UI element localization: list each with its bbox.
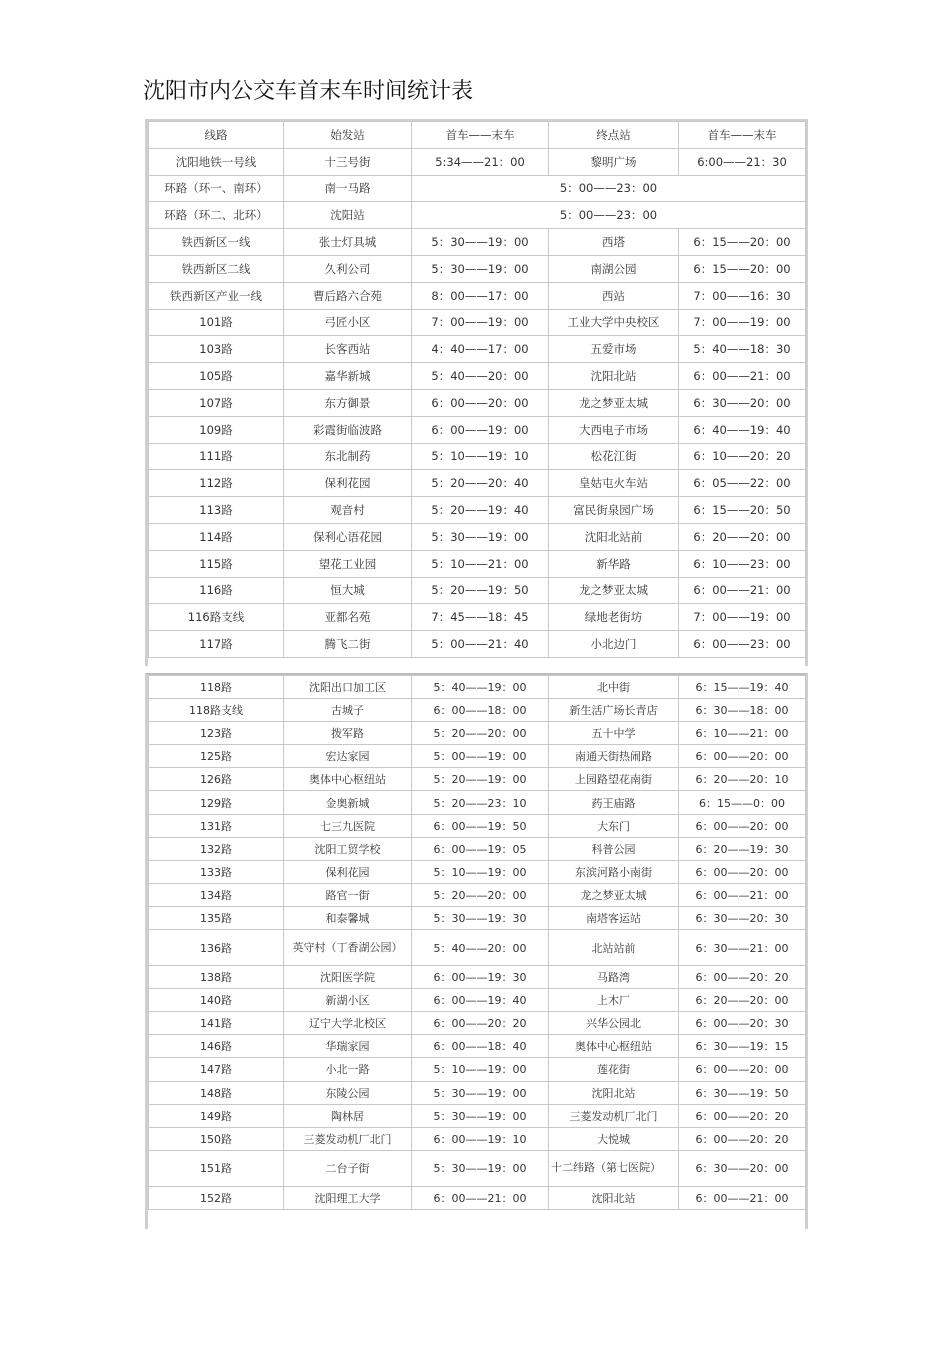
origin-cell: 金奥新城: [284, 791, 412, 814]
header-origin: 始发站: [284, 122, 412, 149]
origin-times-cell: 5：30——19：00: [412, 229, 549, 256]
terminus-times-cell: 6：15——20：50: [679, 497, 806, 524]
terminus-cell: 工业大学中央校区: [549, 309, 679, 336]
table-row: [149, 175, 806, 202]
terminus-cell: 南通天街热闹路: [549, 745, 679, 768]
origin-cell: 古城子: [284, 699, 412, 722]
table-row: [149, 1104, 806, 1127]
route-cell: 117路: [149, 631, 284, 658]
table-row: [149, 745, 806, 768]
terminus-times-cell: 7：00——16：30: [679, 282, 806, 309]
table-row: [149, 1081, 806, 1104]
terminus-times-cell: 6：15——20：00: [679, 229, 806, 256]
route-cell: 131路: [149, 814, 284, 837]
route-cell: 134路: [149, 883, 284, 906]
origin-cell: 新湖小区: [284, 989, 412, 1012]
terminus-cell: 上木厂: [549, 989, 679, 1012]
origin-cell: 腾飞二街: [284, 631, 412, 658]
origin-cell: 保利心语花园: [284, 523, 412, 550]
terminus-cell: 北中街: [549, 676, 679, 699]
origin-cell: 久利公司: [284, 255, 412, 282]
origin-times-cell: 5：40——19：00: [412, 676, 549, 699]
terminus-times-cell: 6：00——20：00: [679, 1058, 806, 1081]
terminus-cell: 皇姑屯火车站: [549, 470, 679, 497]
origin-times-cell: 6：00——19：30: [412, 966, 549, 989]
origin-times-cell: 5：20——19：00: [412, 768, 549, 791]
terminus-times-cell: 6：00——21：00: [679, 1186, 806, 1209]
terminus-cell: 沈阳北站: [549, 1081, 679, 1104]
terminus-times-cell: 6：30——20：00: [679, 1150, 806, 1186]
table-row: [149, 1035, 806, 1058]
origin-times-cell: 5：10——19：10: [412, 443, 549, 470]
terminus-times-cell: 7：00——19：00: [679, 604, 806, 631]
terminus-times-cell: 6：00——21：00: [679, 577, 806, 604]
terminus-times-cell: 6：30——19：50: [679, 1081, 806, 1104]
origin-cell: 七三九医院: [284, 814, 412, 837]
route-cell: 103路: [149, 336, 284, 363]
route-cell: 107路: [149, 389, 284, 416]
terminus-cell: 黎明广场: [549, 148, 679, 175]
table-row: [149, 550, 806, 577]
route-cell: 147路: [149, 1058, 284, 1081]
terminus-times-cell: 6：00——20：20: [679, 1127, 806, 1150]
terminus-times-cell: 6：20——20：00: [679, 523, 806, 550]
origin-cell: 小北一路: [284, 1058, 412, 1081]
terminus-times-cell: 6：00——20：20: [679, 966, 806, 989]
origin-cell: 华瑞家园: [284, 1035, 412, 1058]
origin-times-cell: 6：00——19：00: [412, 416, 549, 443]
table-row: [149, 631, 806, 658]
table-row: [149, 966, 806, 989]
origin-times-cell: 6：00——20：00: [412, 389, 549, 416]
terminus-cell: 龙之梦亚太城: [549, 389, 679, 416]
origin-times-cell: 4：40——17：00: [412, 336, 549, 363]
terminus-cell: 兴华公园北: [549, 1012, 679, 1035]
terminus-times-cell: 6：05——22：00: [679, 470, 806, 497]
table-row: [149, 309, 806, 336]
terminus-times-cell: 6：15——19：40: [679, 676, 806, 699]
origin-cell: 拨军路: [284, 722, 412, 745]
route-cell: 118路: [149, 676, 284, 699]
route-cell: 150路: [149, 1127, 284, 1150]
route-cell: 136路: [149, 930, 284, 966]
route-cell: 146路: [149, 1035, 284, 1058]
terminus-cell: 富民街泉园广场: [549, 497, 679, 524]
origin-cell: 十三号街: [284, 148, 412, 175]
origin-times-cell: 5：10——19：00: [412, 860, 549, 883]
terminus-times-cell: 6：00——21：00: [679, 883, 806, 906]
route-cell: 112路: [149, 470, 284, 497]
origin-times-cell: 7：00——19：00: [412, 309, 549, 336]
table-row: [149, 470, 806, 497]
terminus-times-cell: 6：10——23：00: [679, 550, 806, 577]
origin-cell: 长客西站: [284, 336, 412, 363]
table-row: [149, 416, 806, 443]
terminus-times-cell: 6：15——20：00: [679, 255, 806, 282]
terminus-cell: 大悦城: [549, 1127, 679, 1150]
table-row: [149, 1150, 806, 1186]
origin-times-cell: 5：20——19：50: [412, 577, 549, 604]
route-cell: 152路: [149, 1186, 284, 1209]
merged-times-cell: 5：00——23：00: [412, 175, 806, 202]
terminus-cell: 龙之梦亚太城: [549, 883, 679, 906]
origin-cell: 英守村（丁香湖公园）: [284, 930, 412, 966]
route-cell: 149路: [149, 1104, 284, 1127]
route-cell: 116路: [149, 577, 284, 604]
terminus-cell: 大东门: [549, 814, 679, 837]
route-cell: 105路: [149, 363, 284, 390]
route-cell: 151路: [149, 1150, 284, 1186]
table-row: [149, 1058, 806, 1081]
origin-cell: 沈阳理工大学: [284, 1186, 412, 1209]
terminus-cell: 上园路望花南街: [549, 768, 679, 791]
origin-times-cell: 5：20——20：40: [412, 470, 549, 497]
origin-cell: 沈阳医学院: [284, 966, 412, 989]
origin-times-cell: 5：00——19：00: [412, 745, 549, 768]
route-cell: 125路: [149, 745, 284, 768]
terminus-cell: 沈阳北站: [549, 1186, 679, 1209]
terminus-cell: 松花江街: [549, 443, 679, 470]
table-row: [149, 389, 806, 416]
table-row: [149, 202, 806, 229]
terminus-cell: 五爱市场: [549, 336, 679, 363]
origin-times-cell: 5：20——20：00: [412, 883, 549, 906]
origin-times-cell: 5：30——19：00: [412, 1081, 549, 1104]
origin-times-cell: 5：20——23：10: [412, 791, 549, 814]
terminus-cell: 西塔: [549, 229, 679, 256]
terminus-cell: 十二纬路（第七医院）: [549, 1150, 679, 1186]
route-cell: 铁西新区产业一线: [149, 282, 284, 309]
terminus-cell: 沈阳北站: [549, 363, 679, 390]
table-row: [149, 577, 806, 604]
origin-times-cell: 6：00——19：10: [412, 1127, 549, 1150]
terminus-times-cell: 7：00——19：00: [679, 309, 806, 336]
terminus-times-cell: 6：30——20：30: [679, 906, 806, 929]
terminus-cell: 三菱发动机厂北门: [549, 1104, 679, 1127]
table-row: [149, 930, 806, 966]
origin-cell: 南一马路: [284, 175, 412, 202]
terminus-cell: 西站: [549, 282, 679, 309]
route-cell: 109路: [149, 416, 284, 443]
terminus-times-cell: 6：00——20：00: [679, 814, 806, 837]
route-cell: 环路（环二、北环）: [149, 202, 284, 229]
terminus-cell: 新生活广场长青店: [549, 699, 679, 722]
origin-cell: 嘉华新城: [284, 363, 412, 390]
origin-cell: 路官一街: [284, 883, 412, 906]
terminus-cell: 南塔客运站: [549, 906, 679, 929]
table-row: [149, 989, 806, 1012]
origin-times-cell: 5：20——20：00: [412, 722, 549, 745]
table-row: [149, 791, 806, 814]
header-origin-times: 首车——末车: [412, 122, 549, 149]
terminus-times-cell: 6：20——20：10: [679, 768, 806, 791]
origin-cell: 沈阳出口加工区: [284, 676, 412, 699]
route-cell: 环路（环一、南环）: [149, 175, 284, 202]
origin-cell: 保利花园: [284, 860, 412, 883]
table-row: [149, 860, 806, 883]
terminus-times-cell: 6：30——21：00: [679, 930, 806, 966]
terminus-times-cell: 6：00——21：00: [679, 363, 806, 390]
terminus-times-cell: 6：00——20：00: [679, 745, 806, 768]
origin-cell: 东陵公园: [284, 1081, 412, 1104]
schedule-table-part-2: [145, 673, 808, 1229]
terminus-times-cell: 6：00——20：20: [679, 1104, 806, 1127]
origin-cell: 东北制药: [284, 443, 412, 470]
route-cell: 148路: [149, 1081, 284, 1104]
table-row: [149, 1127, 806, 1150]
terminus-times-cell: 6：30——19：15: [679, 1035, 806, 1058]
table-row: [149, 768, 806, 791]
route-cell: 115路: [149, 550, 284, 577]
origin-times-cell: 6：00——21：00: [412, 1186, 549, 1209]
terminus-times-cell: 6：20——20：00: [679, 989, 806, 1012]
header-terminus-times: 首车——末车: [679, 122, 806, 149]
origin-cell: 张士灯具城: [284, 229, 412, 256]
origin-cell: 恒大城: [284, 577, 412, 604]
terminus-cell: 新华路: [549, 550, 679, 577]
origin-cell: 保利花园: [284, 470, 412, 497]
table-row: [149, 1186, 806, 1209]
schedule-table-body-2: [149, 676, 806, 1210]
terminus-cell: 莲花街: [549, 1058, 679, 1081]
origin-times-cell: 5：10——21：00: [412, 550, 549, 577]
origin-times-cell: 5：30——19：30: [412, 906, 549, 929]
origin-cell: 观音村: [284, 497, 412, 524]
origin-cell: 奥体中心枢纽站: [284, 768, 412, 791]
table-row: [149, 837, 806, 860]
origin-times-cell: 7：45——18：45: [412, 604, 549, 631]
terminus-times-cell: 6:00——21：30: [679, 148, 806, 175]
route-cell: 铁西新区一线: [149, 229, 284, 256]
origin-cell: 沈阳站: [284, 202, 412, 229]
page-title: 沈阳市内公交车首末车时间统计表: [143, 79, 474, 104]
origin-times-cell: 5：40——20：00: [412, 363, 549, 390]
table-header-row: [149, 122, 806, 149]
schedule-table-continued: [148, 675, 806, 1210]
route-cell: 133路: [149, 860, 284, 883]
schedule-table: [148, 121, 806, 658]
route-cell: 111路: [149, 443, 284, 470]
table-row: [149, 255, 806, 282]
terminus-cell: 奥体中心枢纽站: [549, 1035, 679, 1058]
table-row: [149, 883, 806, 906]
origin-times-cell: 5：00——21：40: [412, 631, 549, 658]
header-route: 线路: [149, 122, 284, 149]
origin-times-cell: 6：00——19：40: [412, 989, 549, 1012]
table-row: [149, 229, 806, 256]
terminus-cell: 大西电子市场: [549, 416, 679, 443]
origin-times-cell: 5:34——21：00: [412, 148, 549, 175]
terminus-times-cell: 6：00——23：00: [679, 631, 806, 658]
origin-cell: 曹后路六合苑: [284, 282, 412, 309]
terminus-times-cell: 6：30——18：00: [679, 699, 806, 722]
route-cell: 141路: [149, 1012, 284, 1035]
origin-times-cell: 5：10——19：00: [412, 1058, 549, 1081]
terminus-cell: 药王庙路: [549, 791, 679, 814]
origin-times-cell: 5：40——20：00: [412, 930, 549, 966]
terminus-times-cell: 6：10——20：20: [679, 443, 806, 470]
origin-times-cell: 5：30——19：00: [412, 1150, 549, 1186]
route-cell: 沈阳地铁一号线: [149, 148, 284, 175]
route-cell: 140路: [149, 989, 284, 1012]
header-terminus: 终点站: [549, 122, 679, 149]
terminus-times-cell: 6：30——20：00: [679, 389, 806, 416]
table-row: [149, 699, 806, 722]
origin-cell: 东方御景: [284, 389, 412, 416]
route-cell: 129路: [149, 791, 284, 814]
route-cell: 118路支线: [149, 699, 284, 722]
terminus-cell: 龙之梦亚太城: [549, 577, 679, 604]
terminus-times-cell: 6：20——19：30: [679, 837, 806, 860]
route-cell: 116路支线: [149, 604, 284, 631]
table-row: [149, 604, 806, 631]
route-cell: 113路: [149, 497, 284, 524]
origin-cell: 彩霞街临波路: [284, 416, 412, 443]
origin-cell: 亚都名苑: [284, 604, 412, 631]
table-row: [149, 363, 806, 390]
terminus-times-cell: 6：00——20：00: [679, 860, 806, 883]
origin-times-cell: 6：00——19：50: [412, 814, 549, 837]
route-cell: 132路: [149, 837, 284, 860]
terminus-cell: 马路湾: [549, 966, 679, 989]
origin-times-cell: 5：30——19：00: [412, 523, 549, 550]
terminus-cell: 沈阳北站前: [549, 523, 679, 550]
table-row: [149, 148, 806, 175]
table-row: [149, 814, 806, 837]
route-cell: 铁西新区二线: [149, 255, 284, 282]
route-cell: 126路: [149, 768, 284, 791]
origin-times-cell: 5：20——19：40: [412, 497, 549, 524]
route-cell: 135路: [149, 906, 284, 929]
table-row: [149, 523, 806, 550]
origin-times-cell: 8：00——17：00: [412, 282, 549, 309]
terminus-times-cell: 6：15——0：00: [679, 791, 806, 814]
origin-times-cell: 6：00——20：20: [412, 1012, 549, 1035]
route-cell: 123路: [149, 722, 284, 745]
table-row: [149, 497, 806, 524]
terminus-times-cell: 6：00——20：30: [679, 1012, 806, 1035]
table-row: [149, 676, 806, 699]
route-cell: 101路: [149, 309, 284, 336]
terminus-cell: 小北边门: [549, 631, 679, 658]
origin-times-cell: 5：30——19：00: [412, 1104, 549, 1127]
terminus-cell: 北站站前: [549, 930, 679, 966]
terminus-cell: 南湖公园: [549, 255, 679, 282]
origin-cell: 宏达家园: [284, 745, 412, 768]
table-row: [149, 336, 806, 363]
route-cell: 114路: [149, 523, 284, 550]
origin-cell: 望花工业园: [284, 550, 412, 577]
origin-cell: 和泰馨城: [284, 906, 412, 929]
origin-times-cell: 6：00——18：40: [412, 1035, 549, 1058]
origin-cell: 陶林居: [284, 1104, 412, 1127]
origin-cell: 二台子街: [284, 1150, 412, 1186]
origin-times-cell: 5：30——19：00: [412, 255, 549, 282]
terminus-times-cell: 6：40——19：40: [679, 416, 806, 443]
table-row: [149, 443, 806, 470]
table-row: [149, 722, 806, 745]
origin-times-cell: 6：00——18：00: [412, 699, 549, 722]
origin-times-cell: 6：00——19：05: [412, 837, 549, 860]
terminus-times-cell: 6：10——21：00: [679, 722, 806, 745]
terminus-cell: 五十中学: [549, 722, 679, 745]
terminus-cell: 东滨河路小南街: [549, 860, 679, 883]
terminus-cell: 科普公园: [549, 837, 679, 860]
table-row: [149, 1012, 806, 1035]
schedule-table-part-1: [145, 119, 808, 666]
origin-cell: 辽宁大学北校区: [284, 1012, 412, 1035]
table-row: [149, 906, 806, 929]
terminus-cell: 绿地老街坊: [549, 604, 679, 631]
merged-times-cell: 5：00——23：00: [412, 202, 806, 229]
route-cell: 138路: [149, 966, 284, 989]
terminus-times-cell: 5：40——18：30: [679, 336, 806, 363]
origin-cell: 三菱发动机厂北门: [284, 1127, 412, 1150]
origin-cell: 弓匠小区: [284, 309, 412, 336]
table-row: [149, 282, 806, 309]
origin-cell: 沈阳工贸学校: [284, 837, 412, 860]
schedule-table-body-1: [149, 148, 806, 657]
